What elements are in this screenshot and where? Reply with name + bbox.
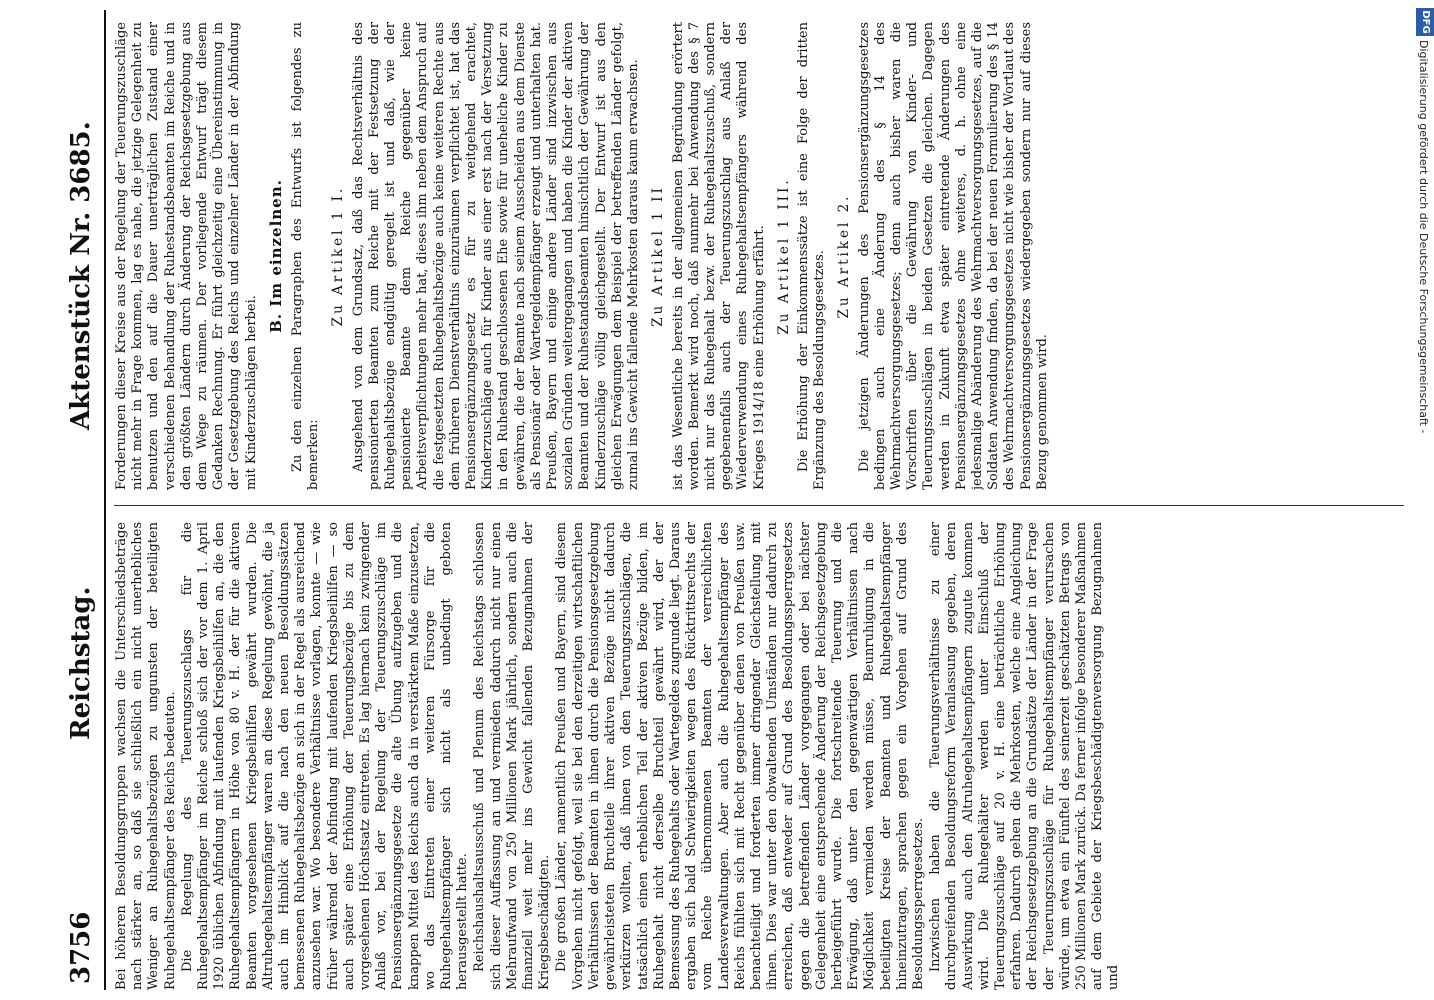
- article-text: Die Erhöhung der Einkommenssätze ist eine Folge der dritten Ergänzung des Besoldungsgesetzes.: [795, 22, 828, 490]
- article-text: Ausgehend von dem Grundsatz, daß das Rechtsverhältnis des pensionierten Beamten zum Reiche mit der Festsetzung der Ruhegehaltsbezüge endgültig geregelt ist und daß, wie der pensionierte Beamte dem Reiche gegenüber keine Arbeitsverpflichtungen mehr hat, dieses ihm neben dem Anspruch auf die festgesetzten Ruhegehaltsbezüge auch keine weiteren Rechte aus dem früheren Dienstverhältnis einzuräumen verpflichtet ist, hat das Pensionsergänzungsgesetz es für zu weitgehend erachtet, Kinderzuschläge auch für Kinder aus einer erst nach der Versetzung in den Ruhestand geschlossenen Ehe sowie für uneheliche Kinder zu gewähren, die der Beamte nach seinem Ausscheiden aus dem Dienste als Pensionär oder Wartegeldempfänger erzeugt und unterhalten hat. Preußen, Bayern und einige andere Länder sind inzwischen aus sozialen Gründen weitergegangen und haben die Kinder der aktiven Beamten und der Ruhestandsbeamten hinsichtlich der Gewährung der Kinderzuschläge völlig gleichgestellt. Der Entwurf ist aus den gleichen Erwägungen dem Beispiel der betreffenden Länder gefolgt, zumal ins Gewicht fallende Mehrkosten daraus kaum erwachsen.: [350, 22, 642, 490]
- right-column: [114, 22, 1404, 490]
- rotated-document-page: [60, 10, 1420, 990]
- paragraph: Die großen Länder, namentlich Preußen und Bayern, sind diesem Vorgehen nicht gefolgt, weil sie bei den derzeitigen wirtschaftlichen Verhältnissen der Beamten in ihnen durch die Pensionsgesetzgebung gewährleisteten Bruchteile ihrer aktiven Bezüge nicht dadurch verkürzen wollten, daß ihnen von den Teuerungszuschlägen, die tatsächlich einen erheblichen Teil der aktiven Bezüge bilden, im Ruhegehalt nicht derselbe Bruchteil gewährt wird, der der Bemessung des Ruhegehalts oder Wartegeldes zugrunde liegt. Daraus ergaben sich bald Schwierigkeiten wegen des Rücktrittsrechts der vom Reiche übernommenen Beamten der verreichlichten Landesverwaltungen. Aber auch die Ruhegehaltsempfänger des Reichs fühlten sich mit Recht gegenüber denen von Preußen usw. benachteiligt und forderten immer dringender Gleichstellung mit ihnen. Dies war unter den obwaltenden Umständen nur dadurch zu erreichen, daß entweder auf Grund des Besoldungssperrgesetzes gegen die betreffenden Länder vorgegangen oder bei nächster Gelegenheit eine entsprechende Änderung der Reichsgesetzgebung herbeigeführt wurde. Die fortschreitende Teuerung und die Erwägung, daß unter den gegenwärtigen Verhältnissen nach Möglichkeit vermieden werden müsse, Beunruhigung in die beteiligten Kreise der Beamten und Ruhegehaltsempfänger hineinzutragen, sprachen gegen ein Vorgehen auf Grund des Besoldungssperrgesetzes.: [554, 522, 926, 990]
- dfg-badge-label: DFG: [1420, 10, 1431, 34]
- document-number: Aktenstück Nr. 3685.: [66, 121, 96, 430]
- institution-title: Reichstag.: [66, 586, 96, 740]
- digitization-credit: [1408, 40, 1432, 990]
- paragraph: Die Regelung des Teuerungszuschlags für die Ruhegehaltsempfänger im Reiche schloß sich der vor dem 1. April 1920 üblichen Abfindung mit laufenden Kriegsbeihilfen an, die den Ruhegehaltsempfängern in Höhe von 80 v. H. der für die aktiven Beamten vorgesehenen Kriegsbeihilfen gewährt wurden. Die Altruhegehaltsempfänger waren an diese Regelung gewöhnt, die ja auch im Hinblick auf die nach den neuen Besoldungssätzen bemessenen Ruhegehaltsbezüge an sich in der Regel als ausreichend anzusehen war. Wo besondere Verhältnisse vorlagen, konnte — wie früher während der Abfindung mit laufenden Kriegsbeihilfen — so auch später eine Erhöhung der Teuerungsbezüge bis zu dem vorgesehenen Höchstsatz eintreten. Es lag hiernach kein zwingender Anlaß vor, bei der Regelung der Teuerungszuschläge im Pensionsergänzungsgesetze die alte Übung aufzugeben und die knappen Mittel des Reichs auch da in verstärktem Maße einzusetzen, wo das Eintreten einer weiteren Fürsorge für die Ruhegehaltsempfänger sich nicht als unbedingt geboten herausgestellt hatte.: [179, 522, 471, 990]
- paragraph: Reichshaushaltsausschuß und Plenum des Reichstags schlossen sich dieser Auffassung an und vermieden dadurch nicht nur einen Mehraufwand von 250 Millionen Mark jährlich, sondern auch die finanziell weit mehr ins Gewicht fallenden Bezugnahmen der Kriegsbeschädigten.: [472, 522, 553, 990]
- dfg-logo: [1416, 8, 1434, 36]
- paragraph: Forderungen dieser Kreise aus der Regelung der Teuerungszuschläge nicht mehr in Frage kommen, lag es nahe, die jetzige Gelegenheit zu benutzen und den auf die Dauer unerträglichen Zustand einer verschiedenen Behandlung der Ruhestandsbeamten im Reiche und in den größten Ländern durch Änderung der Reichsgesetzgebung aus dem Wege zu räumen. Der vorliegende Entwurf trägt diesem Gedanken Rechnung. Er führt gleichzeitig eine Übereinstimmung in der Gesetzgebung des Reichs und einzelner Länder in der Abfindung mit Kinderzuschlägen herbei.: [114, 22, 259, 490]
- article-heading: Zu Artikel 1 II: [650, 185, 667, 327]
- paragraph: Bei höheren Besoldungsgruppen wachsen die Unterschiedsbeträge nach stärker an, so daß sie schließlich ein nicht unerhebliches Weniger an Ruhegehaltsbezügen zu ungunsten der beteiligten Ruhegehaltsempfänger des Reichs bedeuten.: [114, 522, 178, 990]
- article-heading: Zu Artikel 2.: [836, 193, 853, 319]
- page-header: [60, 10, 106, 990]
- column-divider: [114, 505, 1404, 506]
- left-column: [114, 522, 1404, 990]
- article-text: Die jetzigen Änderungen des Pensionsergänzungsgesetzes bedingen auch eine Änderung des § 14 des Wehrmachtversorgungsgesetzes; denn auch bisher waren die Vorschriften über die Gewährung von Kinder- und Teuerungszuschlägen in beiden Gesetzen die gleichen. Dagegen werden in Zukunft etwa später eintretende Änderungen des Pensionsergänzungsgesetzes ohne weiteres, d. h. ohne eine jedesmalige Abänderung des Wehrmachtversorgungsgesetzes, auf die Soldaten Anwendung finden, da bei der neuen Formulierung des § 14 des Wehrmachtversorgungsgesetzes nicht wie bisher der Wortlaut des Pensionsergänzungsgesetzes wiedergegeben sondern nur auf dieses Bezug genommen wird.: [856, 22, 1050, 490]
- section-title: B. Im einzelnen.: [266, 179, 285, 333]
- credit-text: Digitalisierung gefördert durch die Deutsche Forschungsgemeinschaft -: [1417, 40, 1430, 434]
- paragraph: Inzwischen haben die Teuerungsverhältnisse zu einer durchgreifenden Besoldungsreform Veranlassung gegeben, deren Auswirkung auch den Altruhegehaltsempfängern zugute kommen wird. Die Ruhegehälter werden unter Einschluß der Teuerungszuschläge auf 20 v. H. eine beträchtliche Erhöhung erfahren. Dadurch gehen die Mehrkosten, welche eine Angleichung der Reichsgesetzgebung an die Grundsätze der Länder in der Frage der Teuerungszuschläge für Ruhegehaltsempfänger verursachen würde, um etwa ein Fünftel des seinerzeit geschätzten Betrags von 250 Millionen Mark zurück. Da ferner infolge besonderer Maßnahmen auf dem Gebiete der Kriegsbeschädigtenversorgung Bezugnahmen und: [928, 522, 1122, 990]
- page-number: 3756: [66, 911, 96, 984]
- article-text: ist das Wesentliche bereits in der allgemeinen Begründung erörtert worden. Bemerkt wird noch, daß nunmehr bei Anwendung des § 7 nicht nur das Ruhegehalt bezw. der Ruhegehaltszuschuß, sondern gegebenenfalls auch der Teuerungszuschlag aus Anlaß der Wiederverwendung eines Ruhegehaltsempfängers während des Krieges 1914/18 eine Erhöhung erfährt.: [670, 22, 767, 490]
- article-heading: Zu Artikel 1 I.: [330, 185, 347, 327]
- section-intro: Zu den einzelnen Paragraphen des Entwurfs ist folgendes zu bemerken:: [290, 22, 322, 490]
- article-heading: Zu Artikel 1 III.: [775, 177, 792, 335]
